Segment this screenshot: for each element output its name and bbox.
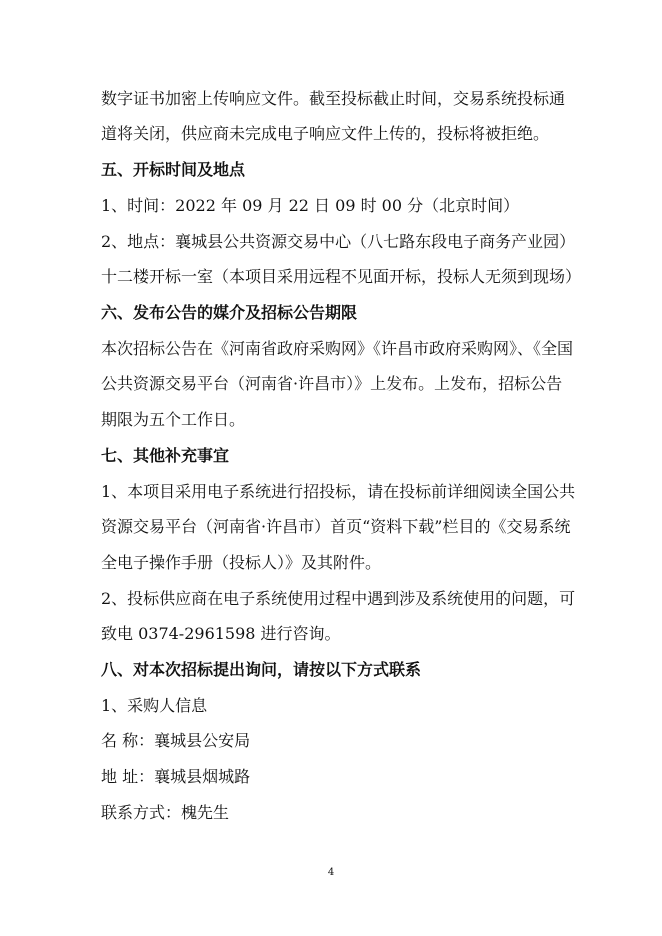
paragraph-line: 公共资源交易平台（河南省·许昌市）》上发布。上发布，招标公告 xyxy=(101,374,563,393)
paragraph-line: 本次招标公告在《河南省政府采购网》《许昌市政府采购网》、《全国 xyxy=(101,339,574,358)
paragraph-line: 期限为五个工作日。 xyxy=(101,410,246,429)
section-heading-other: 七、其他补充事宜 xyxy=(101,446,230,465)
paragraph-line: 地 址：襄城县烟城路 xyxy=(101,767,251,786)
paragraph-line: 数字证书加密上传响应文件。截至投标截止时间，交易系统投标通 xyxy=(101,89,566,108)
section-heading-inquiry: 八、对本次招标提出询问，请按以下方式联系 xyxy=(101,660,422,679)
page-number: 4 xyxy=(327,867,335,878)
paragraph-line: 资源交易平台（河南省·许昌市）首页“资料下载”栏目的《交易系统 xyxy=(101,517,571,536)
paragraph-line: 1、本项目采用电子系统进行招投标，请在投标前详细阅读全国公共 xyxy=(101,482,576,501)
paragraph-line: 十二楼开标一室（本项目采用远程不见面开标，投标人无须到现场） xyxy=(101,267,582,286)
paragraph-line: 2、投标供应商在电子系统使用过程中遇到涉及系统使用的问题，可 xyxy=(101,589,576,608)
paragraph-line: 道将关闭，供应商未完成电子响应文件上传的，投标将被拒绝。 xyxy=(101,124,550,143)
paragraph-line: 1、时间：2022 年 09 月 22 日 09 时 00 分（北京时间） xyxy=(101,196,520,215)
paragraph-line: 2、地点：襄城县公共资源交易中心（八七路东段电子商务产业园） xyxy=(101,232,576,251)
paragraph-line: 联系方式：槐先生 xyxy=(101,803,230,822)
paragraph-line: 1、采购人信息 xyxy=(101,696,208,715)
paragraph-line: 全电子操作手册（投标人）》及其附件。 xyxy=(101,553,382,572)
paragraph-line: 名 称：襄城县公安局 xyxy=(101,731,251,750)
paragraph-line: 致电 0374-2961598 进行咨询。 xyxy=(101,624,341,643)
section-heading-opening: 五、开标时间及地点 xyxy=(101,160,246,179)
section-heading-media: 六、发布公告的媒介及招标公告期限 xyxy=(101,303,358,322)
